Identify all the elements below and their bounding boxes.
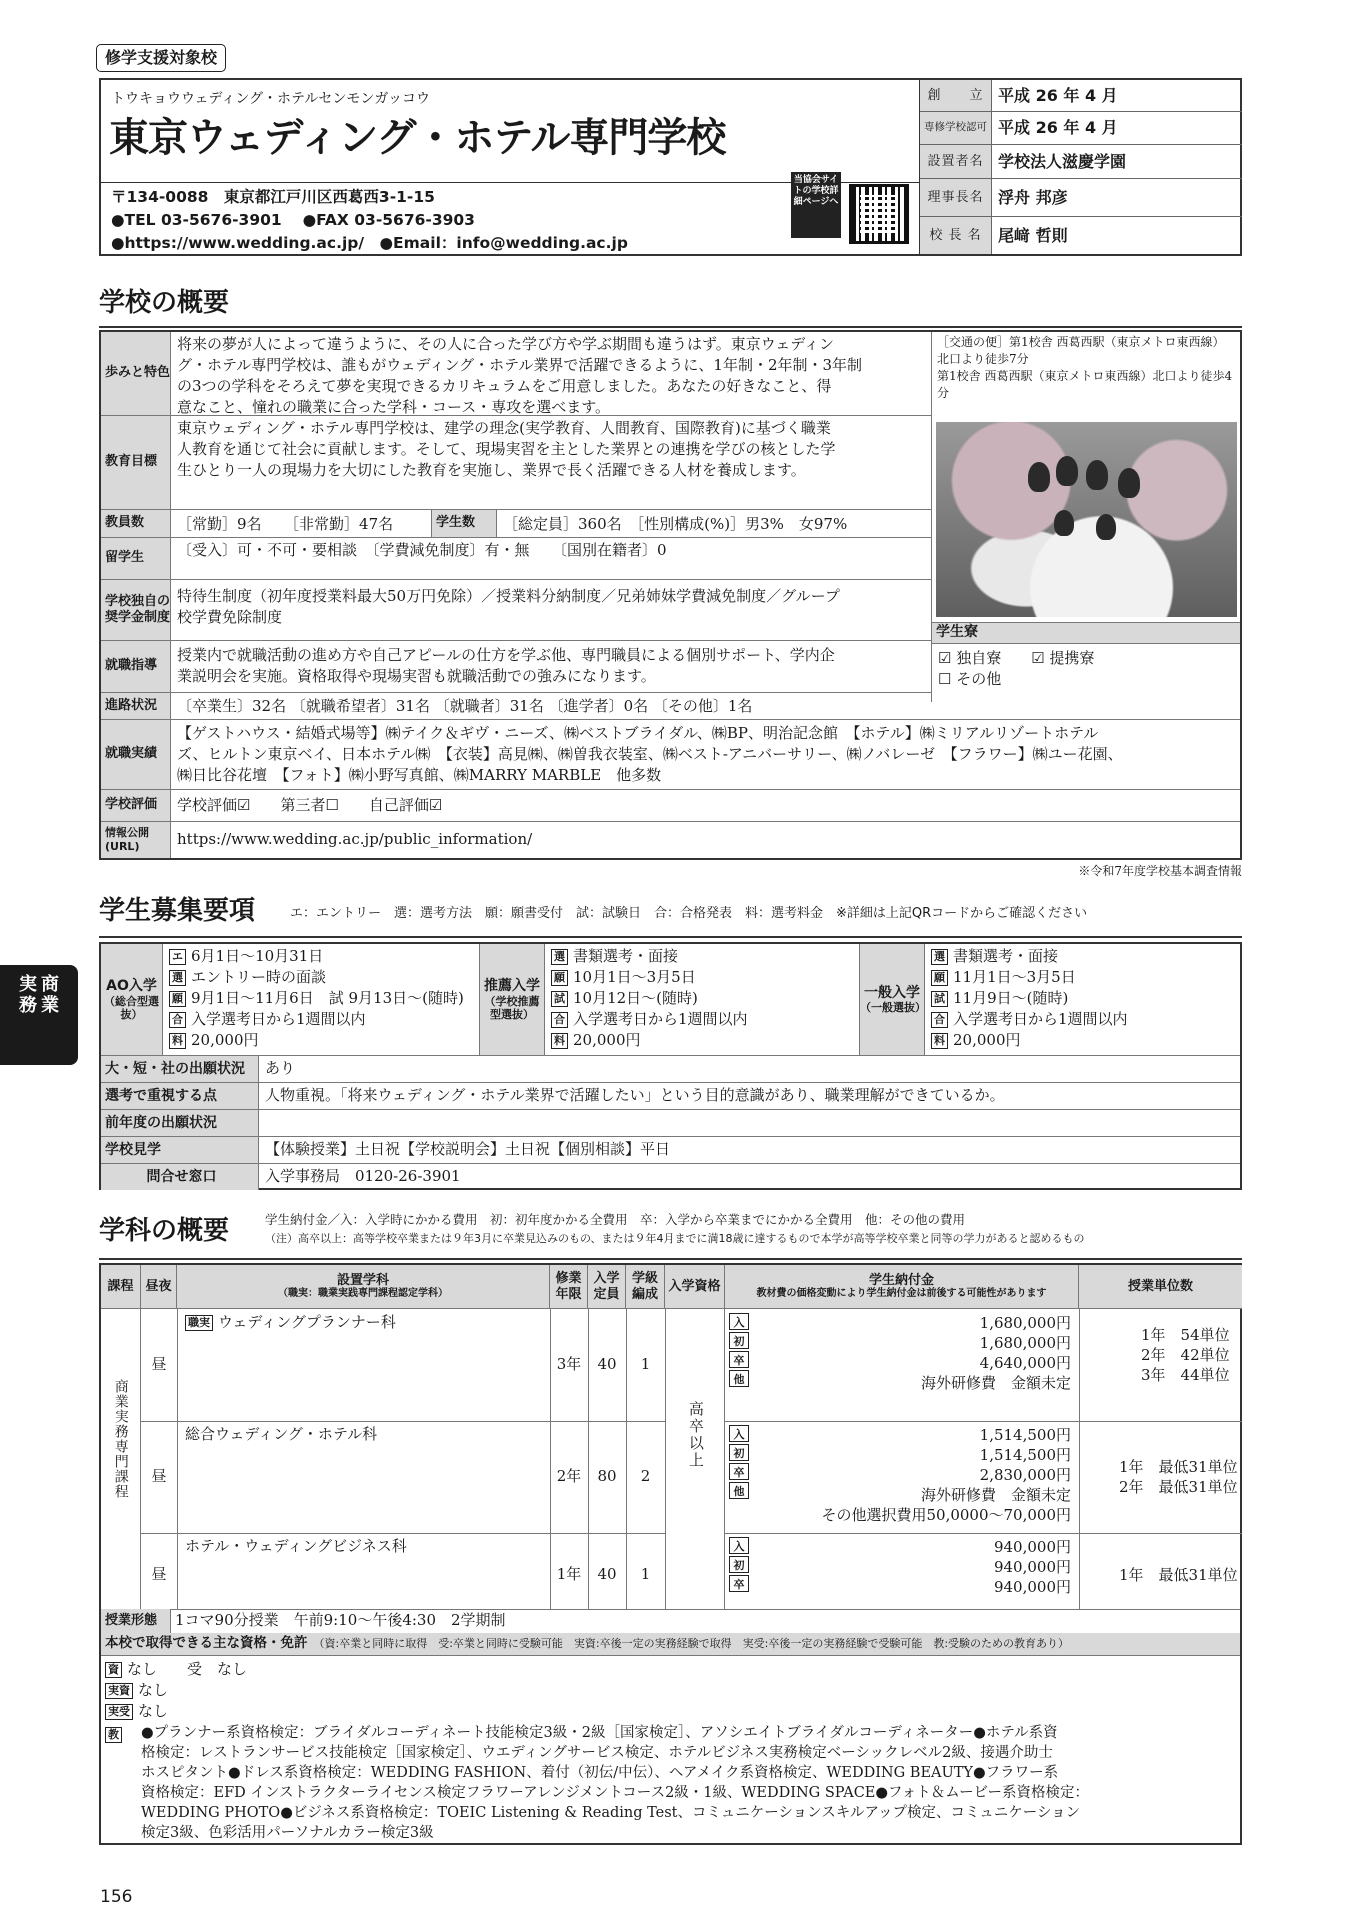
- ao-details: エ 6月1日～10月31日 選 エントリー時の面談 願 9月1日～11月6日 試 9月13日～(随時) 合 入学選考日から1週間以内 料 20,000円: [169, 946, 464, 1051]
- dorm-options: ☑ 独自寮 ☑ 提携寮 ☐ その他: [938, 649, 1095, 688]
- overview-table: [99, 330, 1242, 860]
- tel-fax: ●TEL 03-5676-3901 ●FAX 03-5676-3903: [111, 211, 475, 229]
- web-email: ●https://www.wedding.ac.jp/ ●Email：info@wedding.ac.jp: [111, 234, 628, 252]
- qr-label: 当協会サイトの学校詳細ページへ: [791, 172, 841, 238]
- school-info-table: [919, 80, 1242, 254]
- category-side-tab[interactable]: 商 業 実 務: [0, 965, 78, 1065]
- qual-education-list: ●プランナー系資格検定：ブライダルコーディネート技能検定3級・2級［国家検定］、アソシエイトブライダルコーディネーター●ホテル系資 格検定：レストランサービス技能検定［国家検定］、ウエディングサービス検定、ホテルビジネス実務検定ベーシックレベル2級、接遇介助士 ホスピタント●ドレス系資格検定：WEDDING FASHION、着付（初伝/中伝）、ヘアメイク系資格検定、WEDDING BEAUTY●フラワー系 資格検定：EFD インストラクターライセンス検定フラワーアレンジメントコース2級・1級、WEDDING SPACE●フォト＆ムービー系資格検定： WEDDING PHOTO●ビジネス系資格検定：TOEIC Listening & Reading Test、コミュニケーションスキルアップ検定、コミュニケーション 検定3級、色彩活用パーソナルカラー検定3級: [141, 1725, 1090, 1841]
- students-photo: [936, 422, 1237, 617]
- recruit-row-contact: 問合せ窓口 入学事務局 0120-26-3901: [101, 1163, 1240, 1190]
- school-name-kana: トウキョウウェディング・ホテルセンモンガッコウ: [111, 91, 431, 107]
- path-row: 進路状況 〔卒業生〕32名 〔就職希望者〕31名 〔就職者〕31名 〔進学者〕0名 〔その他〕1名: [101, 693, 1240, 720]
- kyoiku-row: 教育目標 東京ウェディング・ホテル専門学校は、建学の理念(実学教育、人間教育、国際教育)に基づく職業 人教育を通じて社会に貢献します。そして、現場実習を主とした業界との連携を学びの核とした学 生ひとり一人の現場力を大切にした教育を実施し、業界で長く活躍できる人材を養成します。: [101, 416, 931, 510]
- career-row: 就職指導 授業内で就職活動の進め方や自己アピールの仕方を学ぶ他、専門職員による個別サポート、学内企 業説明会を実施。資格取得や現場実習も就職活動での強みになります。: [101, 641, 931, 693]
- course-name: 総合ウェディング・ホテル科: [185, 1425, 378, 1443]
- fees: 940,000円 940,000円 940,000円: [993, 1538, 1071, 1596]
- recruit-title: 学生募集要項: [99, 896, 256, 926]
- suisen-label: 推薦入学 （学校推薦型選抜）: [479, 944, 545, 1055]
- scholarship-row: 学校独自の奨学金制度 特待生制度（初年度授業料最大50万円免除）／授業料分納制度／兄弟姉妹学費減免制度／グループ 校学費免除制度: [101, 580, 931, 641]
- fees: 1,514,500円 1,514,500円 2,830,000円 海外研修費 金額未定 その他選択費用50,0000～70,000円: [821, 1426, 1071, 1524]
- credits: 1年 最低31単位 2年 最低31単位: [1119, 1458, 1238, 1496]
- eval-row: 学校評価 学校評価☑ 第三者☐ 自己評価☑: [101, 790, 1240, 822]
- courses-legend-fees: 学生納付金／入：入学時にかかる費用 初：初年度かかる全費用 卒：入学から卒業までにかかる全費用 他：その他の費用: [265, 1212, 966, 1227]
- credits: 1年 最低31単位: [1119, 1566, 1238, 1584]
- disclose-link[interactable]: https://www.wedding.ac.jp/public_information/: [177, 830, 533, 848]
- ippan-details: 選 書類選考・面接 願 11月1日～3月5日 試 11月9日～(随時) 合 入学選考日から1週間以内 料 20,000円: [931, 946, 1128, 1051]
- access-info: ［交通の便］第1校舎 西葛西駅（東京メトロ東西線） 北口より徒歩7分 第1校舎 西葛西駅（東京メトロ東西線）北口より徒歩4 分: [937, 335, 1233, 400]
- info-row-founded: 創 立 平成 26 年 4 月: [920, 80, 1242, 112]
- survey-note: ※令和7年度学校基本調査情報: [1078, 864, 1242, 878]
- katei-value: 商業実務専門課程: [112, 1379, 129, 1499]
- shikaku-value: 高卒以上: [686, 1401, 705, 1469]
- access-panel: [931, 332, 1240, 702]
- intl-row: 留学生 〔受入〕可・不可・要相談 〔学費減免制度〕有・無 〔国別在籍者〕0: [101, 538, 931, 580]
- disclose-row: 情報公開(URL) https://www.wedding.ac.jp/public_information/: [101, 822, 1240, 858]
- school-name: 東京ウェディング・ホテル専門学校: [109, 115, 726, 161]
- class-style-row: 授業形態 1コマ90分授業 午前9:10～午後4:30 2学期制: [101, 1609, 1240, 1633]
- courses-table: 課程 昼夜 設置学科 （職実：職業実践専門課程認定学科） 修業年限 入学定員 学級編成 入学資格 学生納付金 教材費の価格変動により学生納付金は前後する可能性があります 授業単位数 商業実務専門課程 高卒以上 職実 ウェディングプランナー科 昼 3年 40 1 入 初 卒 他 1,680,000円 1,680,000円 4,640,000円 海外研修費 金額未定 1年 54単位 2年 42単位 3年 44単位 総合ウェディング・ホテル科 昼 2年 80 2 入 初 卒 他 1,514,500円 1,514,500円 2,830,000円 海外研修費 金額未定 その他選択費用50,0000～70,000円 1年 最低31単位 2年 最低31単位 ホテル・ウェディングビジネス科 昼 1年 40 1 入 初 卒 940,000円 940,000円 940,000円 1年 最低31単位 授業形態 1コマ90分授業 午前9:10～午後4:30 2学期制 本校で取得できる主な資格・免許 （資:卒業と同時に取得 受:卒業と同時に受験可能 実資:卒後一定の実務経験で取得 実受:卒後一定の実務経験で受験可能 教:受験のための教育あり） 資 なし 受 なし 実資 なし 実受 なし 教 ●プランナー系資格検定：ブライダルコーディネート技能検定3級・2級［国家検定］、アソシエイトブライダルコーディネーター●ホテル系資 格検定：レストランサービス技能検定［国家検定］、ウエディングサービス検定、ホテルビジネス実務検定ベーシックレベル2級、接遇介助士 ホスピタント●ドレス系資格検定：WEDDING FASHION、着付（初伝/中伝）、ヘアメイク系資格検定、WEDDING BEAUTY●フラワー系 資格検定：EFD インストラクターライセンス検定フラワーアレンジメントコース2級・1級、WEDDING SPACE●フォト＆ムービー系資格検定： WEDDING PHOTO●ビジネス系資格検定：TOEIC Listening & Reading Test、コミュニケーションスキルアップ検定、コミュニケーション 検定3級、色彩活用パーソナルカラー検定3級: [99, 1263, 1242, 1845]
- ayumi-row: 歩みと特色 将来の夢が人によって違うように、その人に合った学び方や学ぶ期間も違うはず。東京ウェディン グ・ホテル専門学校は、誰もがウェディング・ホテル業界で活躍できるように、1年制・2年制・3年制 の3つの学科をそろえて夢を実現できるカリキュラムをご用意しました。あなたの好きなこと、得 意なこと、憧れの職業に合った学科・コース・専攻を選べます。: [101, 332, 931, 416]
- suisen-details: 選 書類選考・面接 願 10月1日～3月5日 試 10月12日～(随時) 合 入学選考日から1週間以内 料 20,000円: [551, 946, 748, 1051]
- overview-title: 学校の概要: [99, 288, 230, 318]
- jobs-row: 就職実績 【ゲストハウス・結婚式場等】㈱テイク＆ギヴ・ニーズ、㈱ベストブライダル、㈱BP、明治記念館 【ホテル】㈱ミリアルリゾートホテル ズ、ヒルトン東京ベイ、日本ホテル㈱ 【衣装】高見㈱、㈱曽我衣装室、㈱ベスト-アニバーサリー、㈱ノバレーゼ 【フラワー】㈱ユー花園、 ㈱日比谷花壇 【フォト】㈱小野写真館、㈱MARRY MARBLE 他多数: [101, 720, 1240, 790]
- credits: 1年 54単位 2年 42単位 3年 44単位: [1141, 1326, 1230, 1384]
- info-row-founder: 設置者名 学校法人滋慶学園: [920, 145, 1242, 179]
- support-badge: 修学支援対象校: [96, 44, 226, 72]
- info-row-chairman: 理事長名 浮舟 邦彦: [920, 179, 1242, 217]
- page-number: 156: [100, 1887, 133, 1907]
- qr-code-icon[interactable]: [849, 184, 909, 244]
- course-name: ホテル・ウェディングビジネス科: [185, 1537, 407, 1555]
- qual-list: 資 なし 受 なし 実資 なし 実受 なし: [105, 1659, 247, 1722]
- courses-legend-note: （注）高卒以上：高等学校卒業または９年3月に卒業見込みのもの、または９年4月までに満18歳に達するもので本学が高等学校卒業と同等の学力があると認めるもの: [265, 1232, 1085, 1245]
- recruit-legend: エ：エントリー 選：選考方法 願：願書受付 試：試験日 合：合格発表 料：選考料金 ※詳細は上記QRコードからご確認ください: [290, 906, 1088, 921]
- recruit-row-focus: 選考で重視する点 人物重視。「将来ウェディング・ホテル業界で活躍したい」という目的意識があり、職業理解ができているか。: [101, 1082, 1240, 1109]
- school-header: [99, 78, 1242, 256]
- course-name: ウェディングプランナー科: [218, 1313, 396, 1331]
- recruit-table: [99, 942, 1242, 1190]
- courses-title: 学科の概要: [99, 1216, 230, 1246]
- address: 〒134-0088 東京都江戸川区西葛西3-1-15: [111, 188, 435, 206]
- fees: 1,680,000円 1,680,000円 4,640,000円 海外研修費 金額未定: [920, 1314, 1071, 1392]
- info-row-approved: 専修学校認可 平成 26 年 4 月: [920, 112, 1242, 145]
- qual-header: 本校で取得できる主な資格・免許 （資:卒業と同時に取得 受:卒業と同時に受験可能 実資:卒後一定の実務経験で取得 実受:卒後一定の実務経験で受験可能 教:受験のための教育あり）: [101, 1633, 1240, 1655]
- recruit-row-apply: 大・短・社の出願状況 あり: [101, 1055, 1240, 1082]
- recruit-row-visit: 学校見学 【体験授業】土日祝【学校説明会】土日祝【個別相談】平日: [101, 1136, 1240, 1163]
- dorm-label: 学生寮: [932, 622, 1240, 644]
- ippan-label: 一般入学 （一般選抜）: [859, 944, 925, 1055]
- ao-label: AO入学 （総合型選抜）: [101, 944, 163, 1055]
- contact-block: [111, 186, 628, 255]
- recruit-row-prev: 前年度の出願状況: [101, 1109, 1240, 1136]
- staff-row: 教員数 ［常勤］9名 ［非常勤］47名 学生数 ［総定員］360名 ［性別構成(%)］男3% 女97%: [101, 510, 931, 538]
- info-row-principal: 校 長 名 尾﨑 哲則: [920, 217, 1242, 254]
